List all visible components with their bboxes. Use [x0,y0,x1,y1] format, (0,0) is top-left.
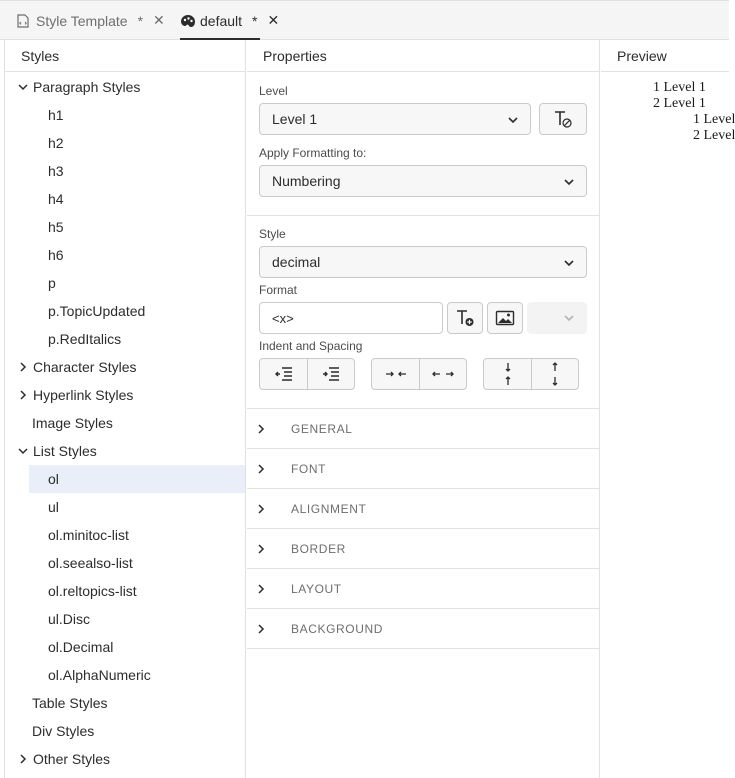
increase-indent-button[interactable] [307,359,354,389]
arrows-outward-icon [432,369,454,379]
text-add-icon [455,309,475,327]
section-label: LAYOUT [291,581,342,596]
apply-formatting-value: Numbering [272,173,341,189]
preview-panel-title: Preview [601,40,729,72]
section-layout[interactable] [247,569,600,609]
format-input[interactable]: <x> [259,302,443,334]
preview-line: 2 Level [693,128,735,143]
format-label: Format [259,283,298,297]
chevron-right-icon [255,583,279,595]
tree-item[interactable] [5,521,245,549]
tree-group[interactable] [5,409,245,437]
chevron-down-icon [562,311,576,325]
chevron-down-icon [506,113,520,127]
decrease-vertical-spacing-button[interactable] [484,359,531,389]
tab-style-template[interactable] [16,1,165,40]
section-label: FONT [291,461,327,476]
style-value: decimal [272,254,321,270]
close-icon[interactable]: ✕ [153,12,165,28]
clear-format-icon [553,110,573,128]
tree-label: Image Styles [32,415,113,431]
tree-label: h5 [48,219,64,235]
section-font[interactable] [247,449,600,489]
chevron-down-icon [562,175,576,189]
tree-label: ol.reltopics-list [48,583,137,599]
section-label: BACKGROUND [291,621,384,636]
tree-label: Table Styles [32,695,108,711]
tree-label: ol.Decimal [48,639,114,655]
tree-label: List Styles [33,443,97,459]
level-select[interactable] [259,103,531,135]
properties-panel [247,40,600,778]
tree-item[interactable] [5,577,245,605]
tree-label: h6 [48,247,64,263]
chevron-right-icon [255,463,279,475]
image-icon [495,310,515,326]
tree-label: ul [48,499,59,515]
modified-indicator: * [137,12,144,29]
tree-item[interactable] [5,633,245,661]
arrows-inward-icon [385,369,407,379]
modified-indicator: * [252,12,258,29]
tree-label: p [48,275,56,291]
clear-formatting-button[interactable] [539,103,587,135]
style-label: Style [259,227,286,241]
increase-horizontal-spacing-button[interactable] [419,359,466,389]
tree-label: h1 [48,107,64,123]
tree-item[interactable] [5,605,245,633]
tree-label: ul.Disc [48,611,91,627]
tree-item[interactable] [5,213,245,241]
tree-group[interactable] [5,437,245,465]
chevron-right-icon[interactable] [17,389,29,401]
tree-label: ol.minitoc-list [48,527,129,543]
tree-item[interactable] [5,185,245,213]
section-border[interactable] [247,529,600,569]
level-value: Level 1 [272,111,318,127]
doc-html-icon [16,14,30,28]
section-alignment[interactable] [247,489,600,529]
tree-item[interactable] [29,465,245,493]
tree-label: Div Styles [32,723,95,739]
insert-image-button[interactable] [487,302,523,334]
chevron-right-icon [255,623,279,635]
tree-item[interactable] [5,549,245,577]
tree-group[interactable] [5,717,245,745]
preview-line: 2 Level 1 [653,96,706,111]
tree-item[interactable] [5,661,245,689]
tree-item[interactable] [5,157,245,185]
tree-label: Paragraph Styles [33,79,141,95]
indent-icon [322,367,340,381]
tree-group[interactable] [5,689,245,717]
tree-label: p.RedItalics [48,331,122,347]
styles-panel [4,40,246,778]
tree-label: ol.AlphaNumeric [48,667,151,683]
tree-group[interactable] [5,381,245,409]
chevron-right-icon [255,503,279,515]
tree-group[interactable] [5,73,245,101]
tree-item[interactable] [5,269,245,297]
palette-icon [180,14,194,28]
tree-label: ol [48,471,59,487]
section-label: BORDER [291,541,346,556]
tree-label: h4 [48,191,64,207]
chevron-right-icon [255,423,279,435]
tree-label: p.TopicUpdated [48,303,146,319]
arrows-vertical-inward-icon [503,362,513,386]
tree-group[interactable] [5,353,245,381]
preview-line: 1 Level 1 [653,80,706,95]
apply-formatting-select[interactable] [259,165,587,197]
arrows-vertical-outward-icon [550,362,560,386]
apply-formatting-label: Apply Formatting to: [259,146,367,160]
vertical-spacing-group [483,358,579,390]
styles-panel-title: Styles [5,40,245,72]
insert-variable-button[interactable] [447,302,483,334]
tab-default[interactable] [180,1,280,40]
increase-vertical-spacing-button[interactable] [531,359,578,389]
chevron-down-icon [562,256,576,270]
tree-item[interactable] [5,325,245,353]
tree-label: Other Styles [33,751,111,767]
tree-item[interactable] [5,129,245,157]
style-select[interactable] [259,246,587,278]
tab-bar [0,0,729,40]
tree-item[interactable] [5,493,245,521]
preview-panel [601,40,735,778]
indent-spacing-label: Indent and Spacing [259,339,363,353]
chevron-down-icon[interactable] [17,81,29,93]
chevron-right-icon [255,543,279,555]
properties-panel-title: Properties [247,40,599,72]
indent-button-group [259,358,355,390]
section-background[interactable] [247,609,600,649]
tree-label: Hyperlink Styles [33,387,134,403]
section-label: ALIGNMENT [291,501,367,516]
tab-label: Style Template [36,12,128,29]
preview-line: 1 Level [693,112,735,127]
decrease-indent-button[interactable] [260,359,307,389]
chevron-down-icon[interactable] [17,445,29,457]
tab-label: default [200,12,243,29]
tree-item[interactable] [5,241,245,269]
decrease-horizontal-spacing-button[interactable] [372,359,419,389]
outdent-icon [275,367,293,381]
tree-group[interactable] [5,745,245,773]
horizontal-spacing-group [371,358,467,390]
divider [247,215,600,216]
tree-label: Character Styles [33,359,137,375]
format-dropdown-disabled [527,302,587,334]
tree-item[interactable] [5,297,245,325]
chevron-right-icon[interactable] [17,753,29,765]
close-icon[interactable]: ✕ [267,12,280,28]
section-label: GENERAL [291,421,353,436]
tree-label: ol.seealso-list [48,555,133,571]
level-label: Level [259,84,288,98]
tree-label: h3 [48,163,64,179]
tree-item[interactable] [5,101,245,129]
section-general[interactable] [247,409,600,449]
chevron-right-icon[interactable] [17,361,29,373]
tree-label: h2 [48,135,64,151]
